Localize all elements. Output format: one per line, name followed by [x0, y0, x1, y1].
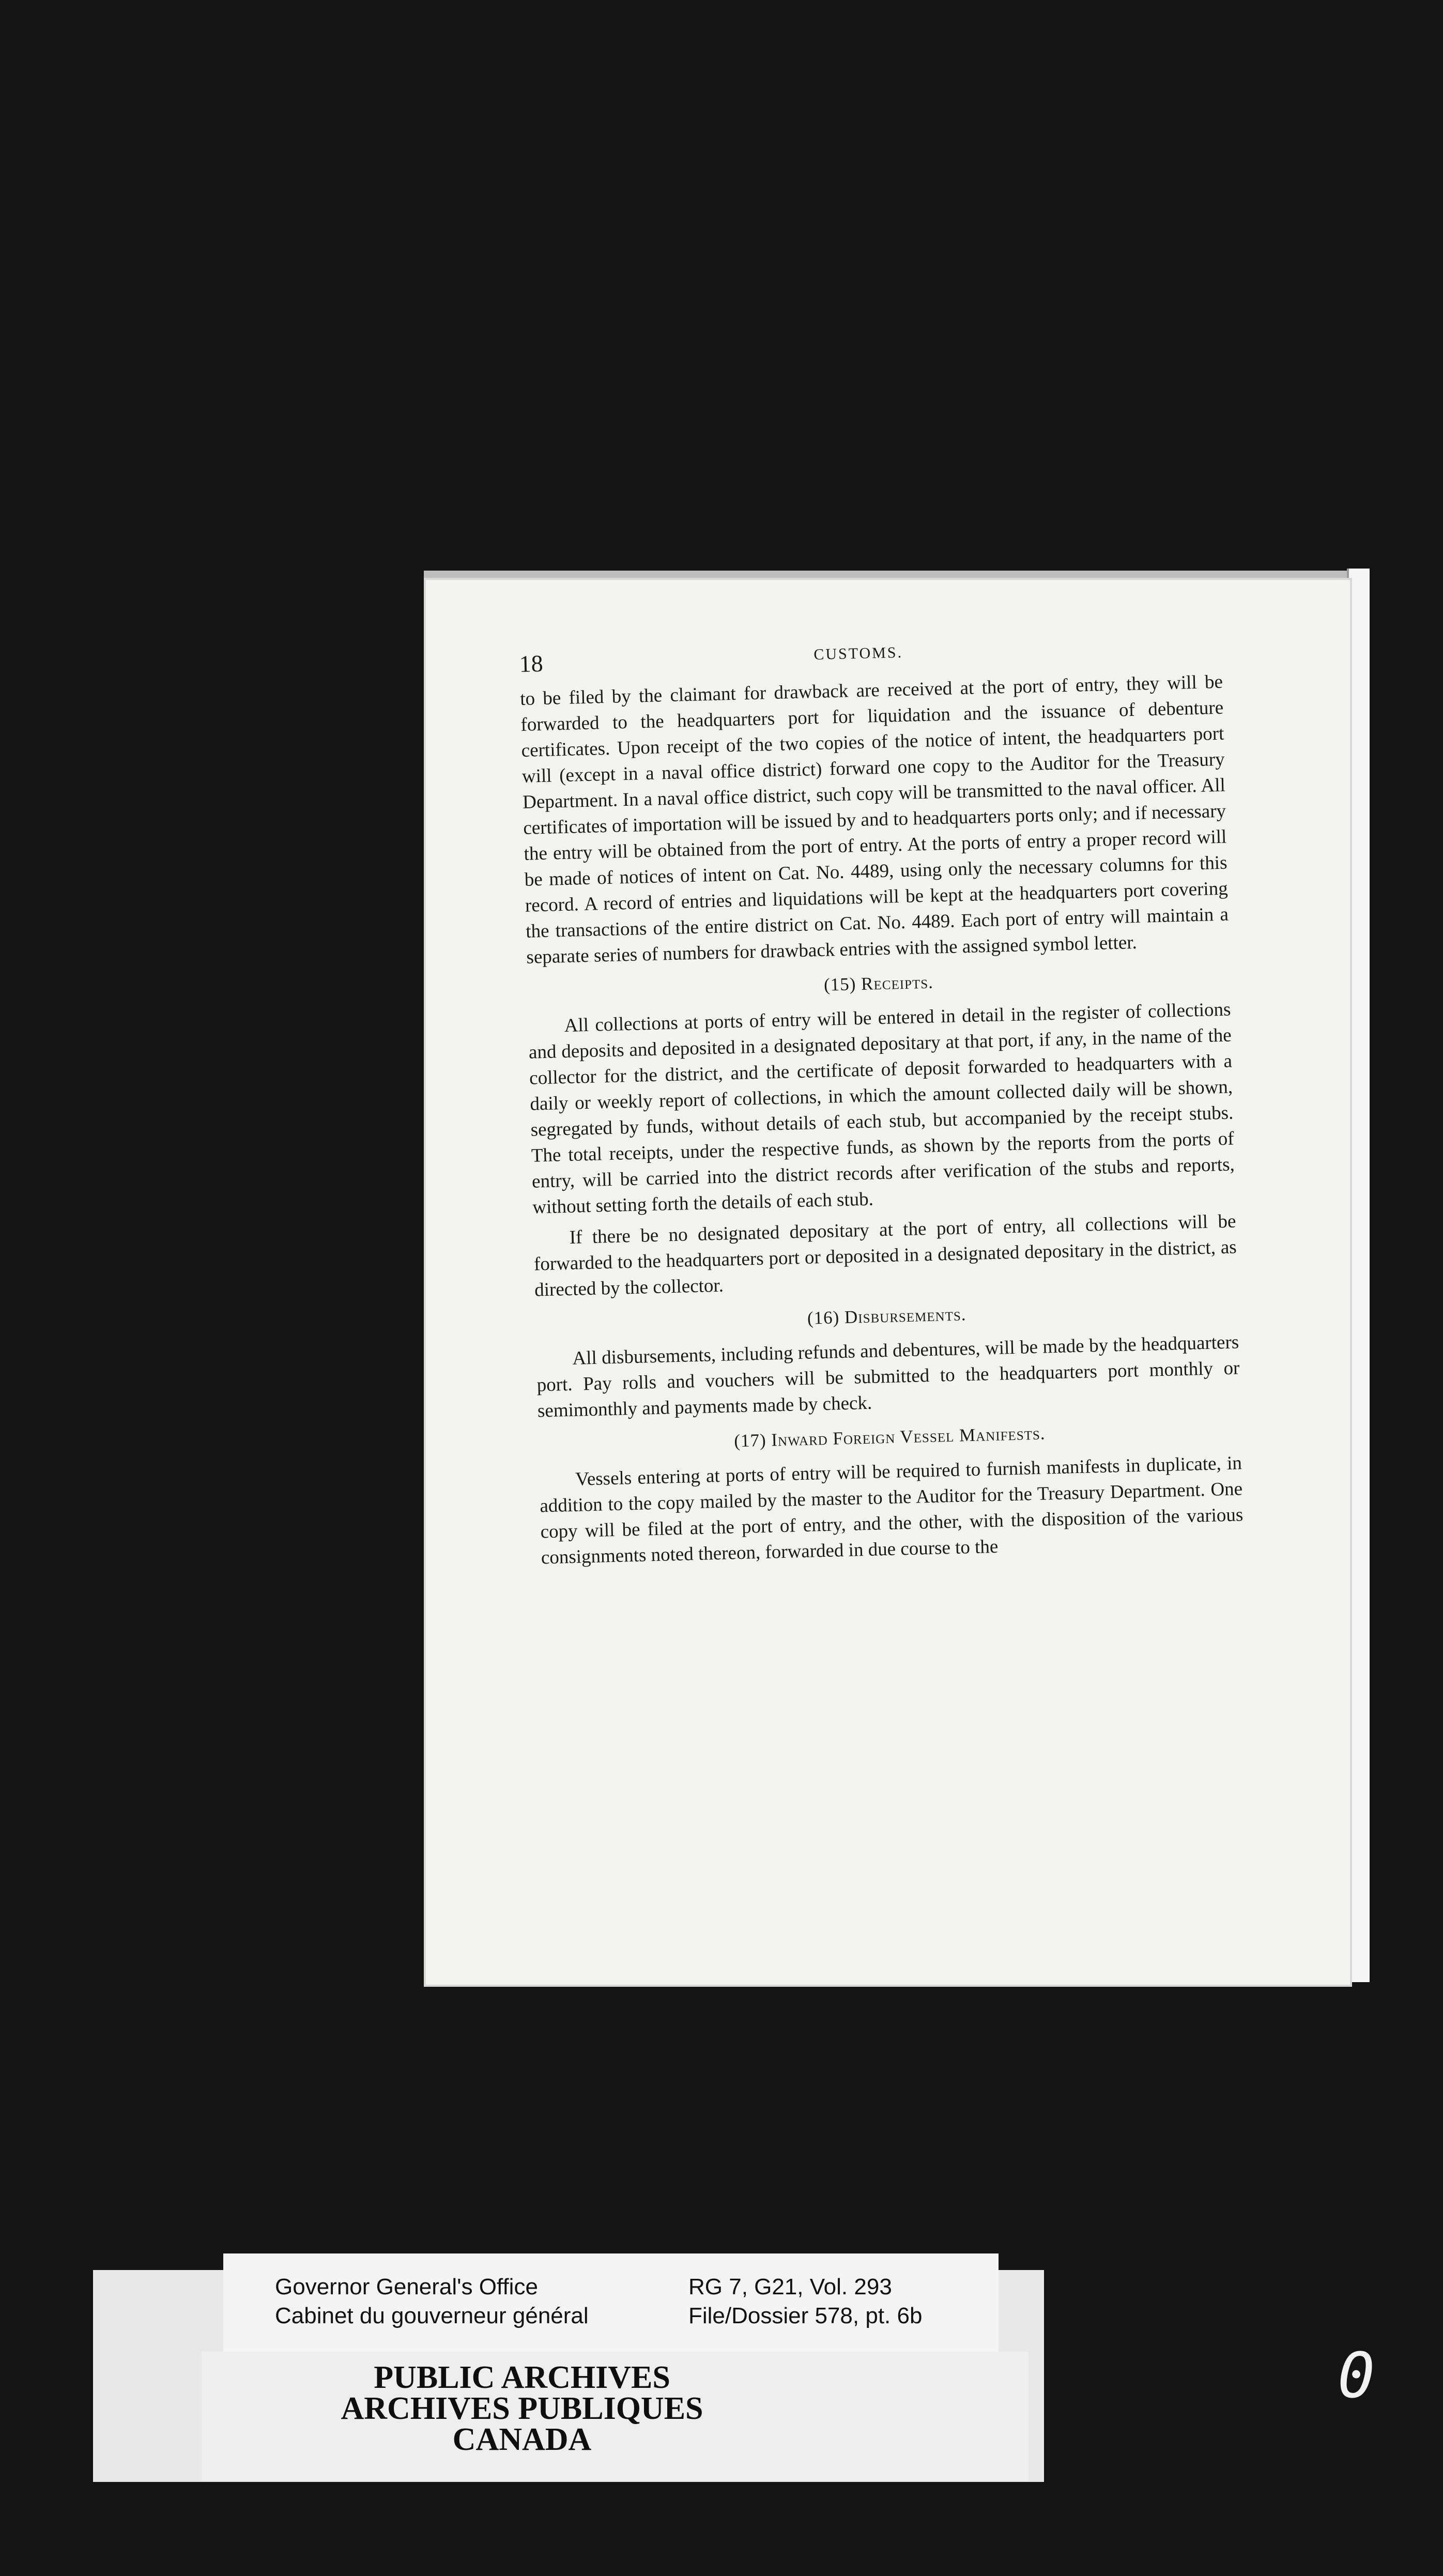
heading-manifests: (17) Inward Foreign Vessel Manifests.: [733, 1423, 1046, 1451]
paragraph-drawback: to be filed by the claimant for drawback are received at the port of entry, they will be forwarded to the headquarters port for liquidation and the issuance of debenture certificates. Upon receipt of the two copies of the notice of intent, the headquarters port will (except in a naval office district) forward one copy to the Auditor for the Treasury Department. In a naval office district, such copy will be transmitted to the naval officer. All certificates of importation will be issued by and to headquarters ports only; and if necessary the entry will be obtained from the port of entry. At the ports of entry a proper record will be made of notices of intent on Cat. No. 4489, using only the necessary columns for this record. A record of entries and liquidations will be kept at the headquarters port covering the transactions of the entire district on Cat. No. 4489. Each port of entry will maintain a separate series of numbers for drawback entries with the assigned symbol letter.: [519, 671, 1229, 968]
office-english: Governor General's Office: [275, 2274, 538, 2299]
archives-english: PUBLIC ARCHIVES: [374, 2360, 670, 2395]
heading-disbursements: (16) Disbursements.: [807, 1304, 966, 1328]
archives-country: CANADA: [452, 2422, 592, 2457]
running-title: CUSTOMS.: [813, 643, 903, 664]
public-archives-stamp: [202, 2352, 1028, 2481]
frame-number: 0: [1338, 2340, 1375, 2412]
office-french: Cabinet du gouverneur général: [275, 2303, 589, 2328]
record-group-reference: RG 7, G21, Vol. 293: [688, 2274, 892, 2299]
heading-receipts: (15) Receipts.: [823, 972, 934, 995]
archive-reference-label: [223, 2253, 999, 2352]
archives-french: ARCHIVES PUBLIQUES: [341, 2391, 703, 2426]
paragraph-receipts-2: If there be no designated depositary at the port of entry, all collections will be forwarded to the headquarters port or deposited in a designated depositary in the district, as directed by the collector.: [533, 1210, 1237, 1301]
file-reference: File/Dossier 578, pt. 6b: [688, 2303, 923, 2328]
paragraph-disbursements: All disbursements, including refunds and debentures, will be made by the headquarters port. Pay rolls and vouchers will be submitted to the headquarters port monthly or semimonthly and payments made by check.: [536, 1331, 1240, 1422]
page-number: 18: [519, 650, 544, 677]
paragraph-receipts-1: All collections at ports of entry will be entered in detail in the register of collections and deposits and deposited in a designated depositary at that port, if any, in the name of the collector for the district, and the certificate of deposit forwarded to headquarters with a daily or weekly report of collections, in which the amount collected daily will be shown, segregated by funds, without details of each stub, but accompanied by the receipt stubs. The total receipts, under the respective funds, as shown by the reports from the ports of entry, will be carried into the district records after verification of the stubs and reports, without setting forth the details of each stub.: [528, 999, 1235, 1218]
page-content: [519, 633, 1244, 1571]
document-page: [424, 578, 1352, 1987]
paragraph-manifests: Vessels entering at ports of entry will be required to furnish manifests in duplicate, in addition to the copy mailed by the master to the Auditor for the Treasury Department. One copy will be filed at the port of entry, and the other, with the disposition of the various consignments noted thereon, forwarded in due course to the: [539, 1452, 1244, 1569]
